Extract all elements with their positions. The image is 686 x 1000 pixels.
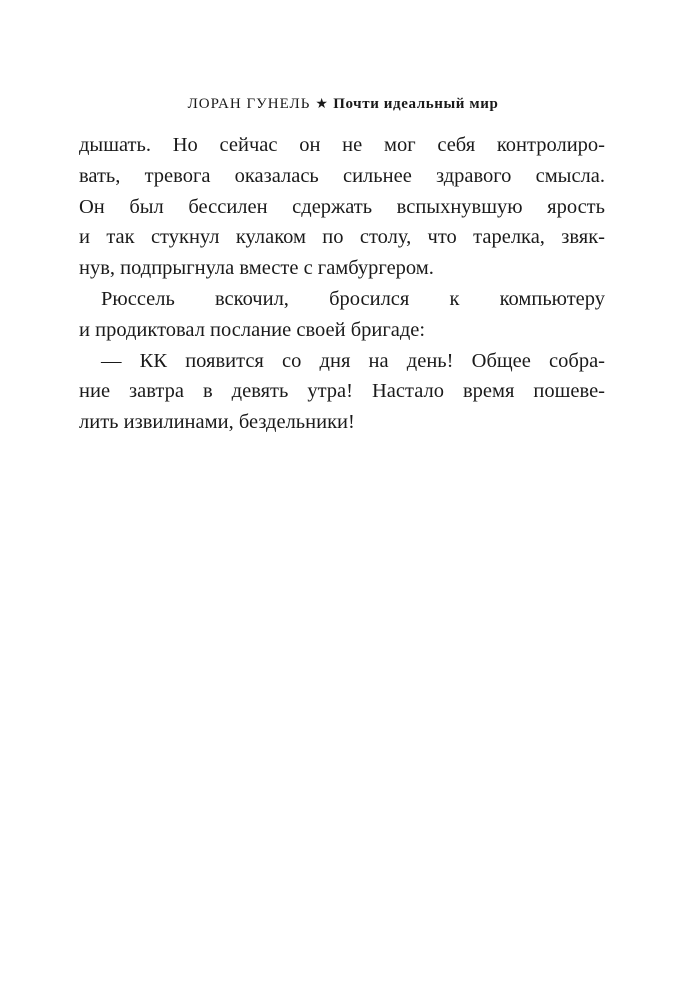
text-line: вать, тревога оказалась сильнее здравого смысла. bbox=[79, 164, 605, 187]
text-line: Он был бессилен сдержать вспыхнувшую ярость bbox=[79, 195, 605, 218]
header-author: ЛОРАН ГУНЕЛЬ bbox=[187, 96, 311, 112]
text-line: Рюссель вскочил, бросился к компьютеру bbox=[101, 287, 605, 310]
page-body-text bbox=[79, 130, 605, 438]
text-line: дышать. Но сейчас он не мог себя контролиро- bbox=[79, 134, 605, 156]
text-line: и продиктовал послание своей бригаде: bbox=[79, 318, 426, 341]
header-book-title: Почти идеальный мир bbox=[333, 96, 499, 112]
running-header bbox=[0, 94, 686, 115]
paragraph-1 bbox=[79, 130, 605, 284]
text-line: — КК появится со дня на день! Общее собра- bbox=[101, 349, 605, 372]
text-line: и так стукнул кулаком по столу, что тарелка, звяк- bbox=[79, 226, 605, 249]
text-line: лить извилинами, бездельники! bbox=[79, 411, 355, 434]
text-line: нув, подпрыгнула вместе с гамбургером. bbox=[79, 257, 434, 280]
paragraph-3 bbox=[79, 346, 605, 438]
star-separator-icon: ★ bbox=[315, 97, 329, 112]
paragraph-2 bbox=[79, 284, 605, 346]
text-line: ние завтра в девять утра! Настало время пошеве- bbox=[79, 380, 605, 403]
